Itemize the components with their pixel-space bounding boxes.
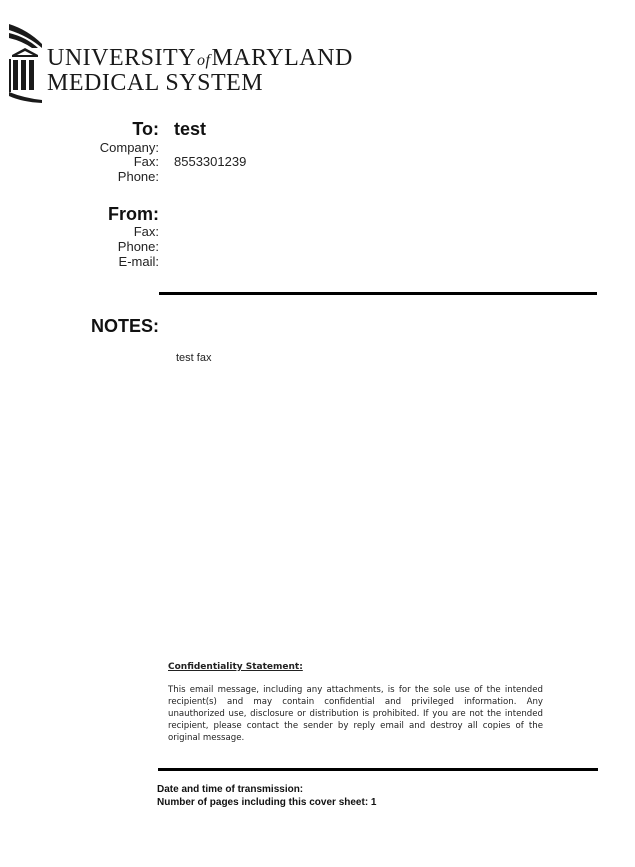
- to-fax-label: Fax:: [133, 154, 159, 169]
- to-phone-label: Phone:: [117, 169, 159, 184]
- to-label: To:: [132, 119, 159, 139]
- from-label: From:: [108, 204, 159, 224]
- notes-label: NOTES:: [90, 316, 159, 336]
- section-divider-bottom: [158, 768, 598, 771]
- notes-body: test fax: [176, 352, 212, 364]
- to-value: test: [174, 119, 207, 139]
- logo-university: UNIVERSITY: [47, 45, 196, 71]
- logo-medical-system: MEDICAL SYSTEM: [47, 70, 264, 96]
- from-email-label: E-mail:: [118, 254, 159, 269]
- to-company-label: Company:: [99, 140, 159, 155]
- building-columns-icon: [8, 22, 44, 104]
- transmission-date-label: Date and time of transmission:: [157, 784, 304, 795]
- section-divider-top: [159, 292, 597, 295]
- to-fax-value: 8553301239: [174, 154, 247, 169]
- confidentiality-body: This email message, including any attachments, is for the sole use of the intended recipient(s) and may contain confidential and privileged information. Any unauthorized use, disclosure or distribution is prohibited. If you are not the intended recipient, please contact the sender by reply email and destroy all copies of the original message.: [168, 685, 543, 743]
- organization-logo-text: [47, 47, 353, 97]
- from-phone-label: Phone:: [117, 239, 159, 254]
- logo-of: of: [197, 52, 211, 69]
- logo-line-1: [47, 47, 353, 72]
- logo-maryland: MARYLAND: [211, 45, 353, 71]
- from-fax-label: Fax:: [133, 224, 159, 239]
- logo-line-2: [47, 72, 353, 97]
- confidentiality-title: Confidentiality Statement:: [168, 662, 303, 672]
- page-count-label: Number of pages including this cover sheet: 1: [157, 797, 377, 808]
